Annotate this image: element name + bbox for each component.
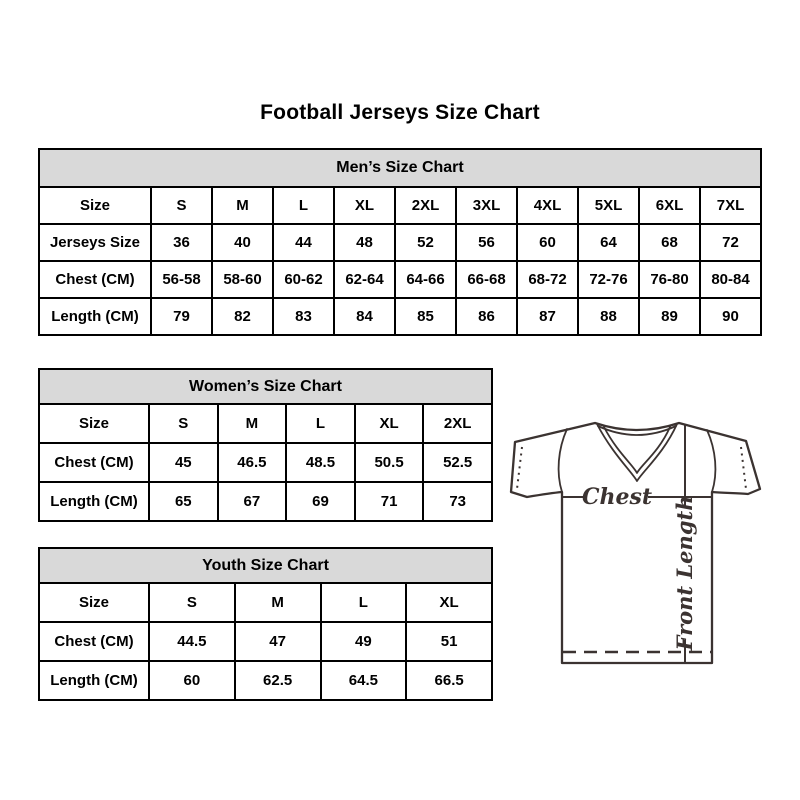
table-cell: 64.5 bbox=[321, 661, 407, 700]
jersey-diagram-svg bbox=[503, 407, 768, 677]
table-cell: 79 bbox=[151, 298, 212, 335]
row-header-cell: Size bbox=[39, 583, 149, 622]
table-cell: 4XL bbox=[517, 187, 578, 224]
table-cell: 62-64 bbox=[334, 261, 395, 298]
table-cell: 68 bbox=[639, 224, 700, 261]
table-header-row bbox=[39, 548, 492, 583]
table-cell: 50.5 bbox=[355, 443, 424, 482]
page-title: Football Jerseys Size Chart bbox=[260, 101, 540, 124]
table-cell: L bbox=[321, 583, 407, 622]
table-header-row bbox=[39, 149, 761, 187]
table-cell: 64 bbox=[578, 224, 639, 261]
table-cell: 36 bbox=[151, 224, 212, 261]
mens-table-title: Men’s Size Chart bbox=[39, 149, 761, 187]
table-cell: 68-72 bbox=[517, 261, 578, 298]
chest-label: Chest bbox=[581, 484, 653, 510]
table-cell: 5XL bbox=[578, 187, 639, 224]
table-cell: 7XL bbox=[700, 187, 761, 224]
table-cell: 64-66 bbox=[395, 261, 456, 298]
table-row bbox=[39, 261, 761, 298]
table-cell: 66-68 bbox=[456, 261, 517, 298]
table-cell: 40 bbox=[212, 224, 273, 261]
table-cell: 62.5 bbox=[235, 661, 321, 700]
table-cell: 3XL bbox=[456, 187, 517, 224]
table-cell: 89 bbox=[639, 298, 700, 335]
row-header-cell: Length (CM) bbox=[39, 298, 151, 335]
womens-size-table bbox=[38, 368, 493, 522]
table-header-row bbox=[39, 369, 492, 404]
table-cell: 72 bbox=[700, 224, 761, 261]
mens-size-table bbox=[38, 148, 762, 336]
table-cell: 52.5 bbox=[423, 443, 492, 482]
table-cell: 83 bbox=[273, 298, 334, 335]
table-cell: M bbox=[235, 583, 321, 622]
table-row bbox=[39, 224, 761, 261]
table-cell: L bbox=[273, 187, 334, 224]
row-header-cell: Length (CM) bbox=[39, 482, 149, 521]
table-cell: 44.5 bbox=[149, 622, 235, 661]
jersey-outline bbox=[511, 423, 760, 663]
row-header-cell: Jerseys Size bbox=[39, 224, 151, 261]
jersey-measurement-diagram bbox=[503, 407, 768, 677]
table-cell: 69 bbox=[286, 482, 355, 521]
table-cell: 60 bbox=[149, 661, 235, 700]
row-header-cell: Chest (CM) bbox=[39, 443, 149, 482]
table-row bbox=[39, 443, 492, 482]
table-cell: 87 bbox=[517, 298, 578, 335]
table-cell: S bbox=[149, 583, 235, 622]
table-cell: 56 bbox=[456, 224, 517, 261]
table-cell: 6XL bbox=[639, 187, 700, 224]
table-cell: 48 bbox=[334, 224, 395, 261]
table-row bbox=[39, 187, 761, 224]
table-cell: 82 bbox=[212, 298, 273, 335]
table-cell: 85 bbox=[395, 298, 456, 335]
row-header-cell: Chest (CM) bbox=[39, 261, 151, 298]
table-cell: 45 bbox=[149, 443, 218, 482]
table-cell: 86 bbox=[456, 298, 517, 335]
youth-size-table bbox=[38, 547, 493, 701]
table-cell: 58-60 bbox=[212, 261, 273, 298]
table-cell: 48.5 bbox=[286, 443, 355, 482]
table-cell: 71 bbox=[355, 482, 424, 521]
table-cell: 60-62 bbox=[273, 261, 334, 298]
table-cell: 88 bbox=[578, 298, 639, 335]
table-cell: 52 bbox=[395, 224, 456, 261]
table-cell: S bbox=[151, 187, 212, 224]
row-header-cell: Size bbox=[39, 187, 151, 224]
table-cell: 2XL bbox=[395, 187, 456, 224]
table-row bbox=[39, 482, 492, 521]
table-row bbox=[39, 661, 492, 700]
table-cell: 76-80 bbox=[639, 261, 700, 298]
table-cell: 51 bbox=[406, 622, 492, 661]
table-cell: M bbox=[218, 404, 287, 443]
table-cell: S bbox=[149, 404, 218, 443]
table-cell: XL bbox=[355, 404, 424, 443]
table-cell: 73 bbox=[423, 482, 492, 521]
table-row bbox=[39, 298, 761, 335]
table-cell: 90 bbox=[700, 298, 761, 335]
table-cell: 67 bbox=[218, 482, 287, 521]
front-length-label: Front Length bbox=[672, 495, 697, 651]
table-cell: L bbox=[286, 404, 355, 443]
row-header-cell: Size bbox=[39, 404, 149, 443]
table-cell: M bbox=[212, 187, 273, 224]
youth-table-title: Youth Size Chart bbox=[39, 548, 492, 583]
table-row bbox=[39, 622, 492, 661]
table-cell: 72-76 bbox=[578, 261, 639, 298]
row-header-cell: Length (CM) bbox=[39, 661, 149, 700]
table-cell: 65 bbox=[149, 482, 218, 521]
table-cell: 49 bbox=[321, 622, 407, 661]
table-cell: 84 bbox=[334, 298, 395, 335]
table-row bbox=[39, 583, 492, 622]
table-cell: XL bbox=[406, 583, 492, 622]
table-cell: 44 bbox=[273, 224, 334, 261]
table-cell: 46.5 bbox=[218, 443, 287, 482]
table-cell: 2XL bbox=[423, 404, 492, 443]
table-cell: XL bbox=[334, 187, 395, 224]
table-cell: 56-58 bbox=[151, 261, 212, 298]
table-cell: 66.5 bbox=[406, 661, 492, 700]
womens-table-title: Women’s Size Chart bbox=[39, 369, 492, 404]
table-row bbox=[39, 404, 492, 443]
table-cell: 80-84 bbox=[700, 261, 761, 298]
table-cell: 47 bbox=[235, 622, 321, 661]
table-cell: 60 bbox=[517, 224, 578, 261]
row-header-cell: Chest (CM) bbox=[39, 622, 149, 661]
